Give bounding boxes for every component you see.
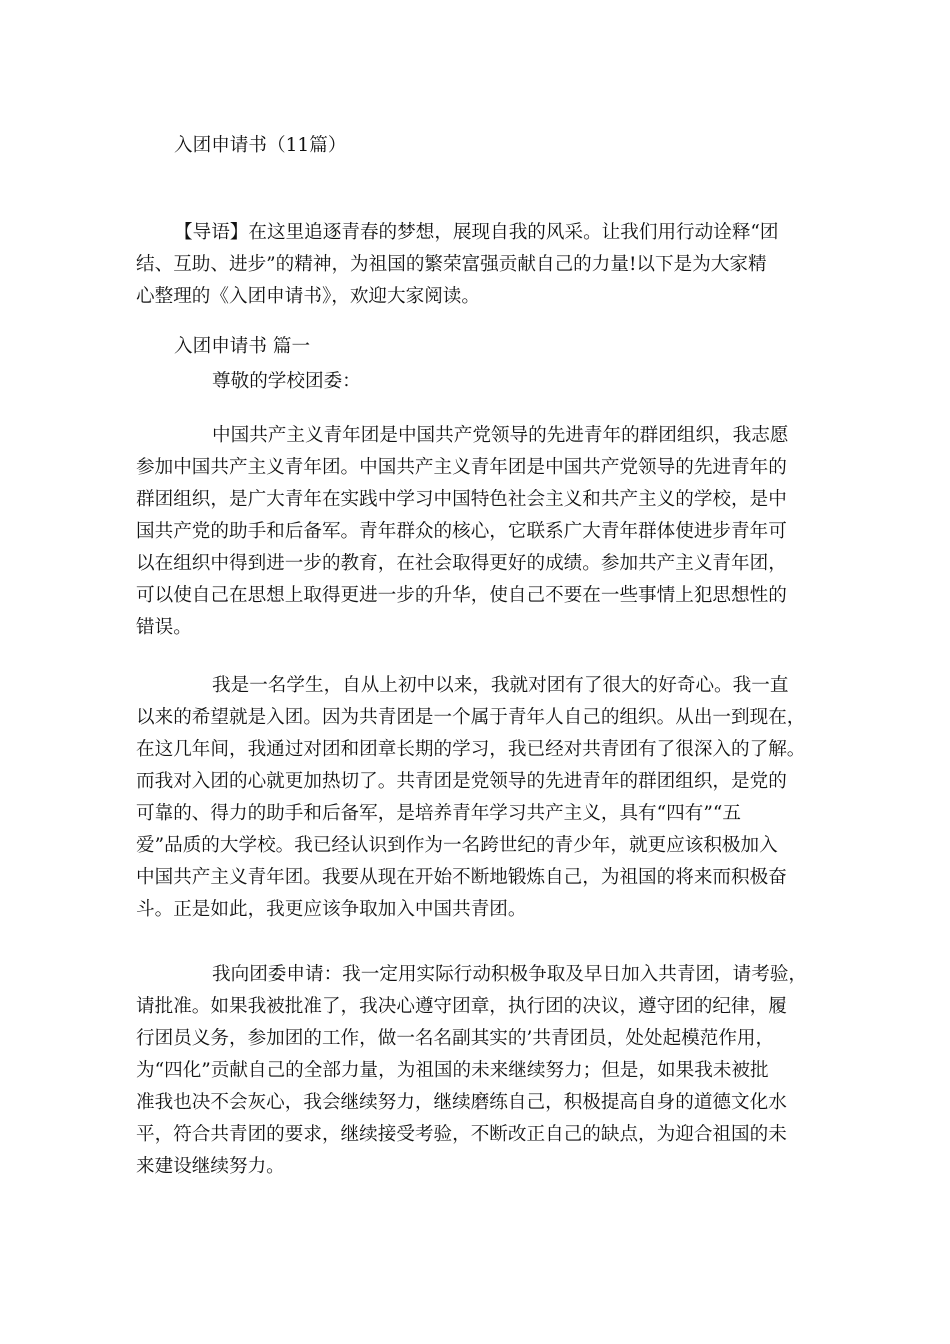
- text-line: 结、互助、进步”的精神，为祖国的繁荣富强贡献自己的力量!以下是为大家精: [136, 254, 767, 275]
- text-line: 我向团委申请：我一定用实际行动积极争取及早日加入共青团，请考验，: [212, 964, 808, 985]
- text-line: 在这几年间，我通过对团和团章长期的学习，我已经对共青团有了很深入的了解。: [136, 739, 806, 760]
- text-line: 斗。正是如此，我更应该争取加入中国共青团。: [136, 899, 527, 920]
- text-line: 我是一名学生，自从上初中以来，我就对团有了很大的好奇心。我一直: [212, 675, 789, 696]
- text-line: 参加中国共产主义青年团。中国共产主义青年团是中国共产党领导的先进青年的: [136, 457, 787, 478]
- text-line: 中国共产主义青年团。我要从现在开始不断地锻炼自己，为祖国的将来而积极奋: [136, 867, 787, 888]
- text-line: 行团员义务，参加团的工作，做一名名副其实的’共青团员，处处起模范作用，: [136, 1028, 775, 1049]
- salutation: 尊敬的学校团委：: [212, 371, 361, 392]
- text-line: 错误。: [136, 617, 192, 638]
- text-line: 中国共产主义青年团是中国共产党领导的先进青年的群团组织，我志愿: [212, 425, 789, 446]
- text-line: 为“四化”贡献自己的全部力量，为祖国的未来继续努力；但是，如果我未被批: [136, 1060, 769, 1081]
- text-line: 请批准。如果我被批准了，我决心遵守团章，执行团的决议，遵守团的纪律，履: [136, 996, 787, 1017]
- document-title: 入团申请书（11篇）: [174, 135, 347, 156]
- text-line: 国共产党的助手和后备军。青年群众的核心，它联系广大青年群体使进步青年可: [136, 521, 787, 542]
- text-line: 以来的希望就是入团。因为共青团是一个属于青年人自己的组织。从出一到现在，: [136, 707, 806, 728]
- text-line: 而我对入团的心就更加热切了。共青团是党领导的先进青年的群团组织，是党的: [136, 771, 787, 792]
- text-line: 【导语】在这里追逐青春的梦想，展现自我的风采。让我们用行动诠释“团: [174, 222, 779, 243]
- section-heading: 入团申请书 篇一: [174, 336, 311, 357]
- text-line: 来建设继续努力。: [136, 1156, 285, 1177]
- text-line: 可靠的、得力的助手和后备军，是培养青年学习共产主义，具有“四有”“五: [136, 803, 741, 824]
- text-line: 爱”品质的大学校。我已经认识到作为一名跨世纪的青少年，就更应该积极加入: [136, 835, 778, 856]
- text-line: 平，符合共青团的要求，继续接受考验，不断改正自己的缺点，为迎合祖国的未: [136, 1124, 787, 1145]
- text-line: 准我也决不会灰心，我会继续努力，继续磨练自己，积极提高自身的道德文化水: [136, 1092, 787, 1113]
- text-line: 可以使自己在思想上取得更进一步的升华，使自己不要在一些事情上犯思想性的: [136, 585, 787, 606]
- text-line: 心整理的《入团申请书》，欢迎大家阅读。: [136, 286, 480, 307]
- text-line: 群团组织，是广大青年在实践中学习中国特色社会主义和共产主义的学校，是中: [136, 489, 787, 510]
- text-line: 以在组织中得到进一步的教育，在社会取得更好的成绩。参加共产主义青年团，: [136, 553, 787, 574]
